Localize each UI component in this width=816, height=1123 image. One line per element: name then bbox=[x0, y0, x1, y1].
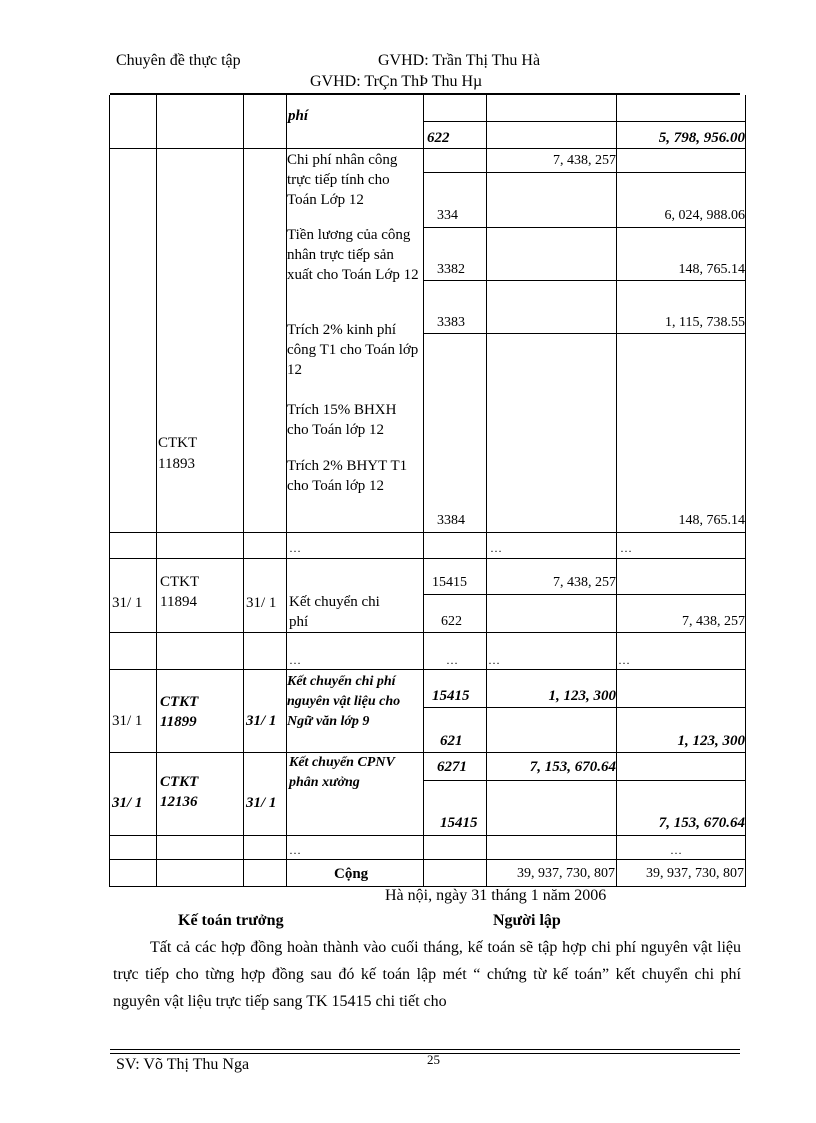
place-date: Hà nội, ngày 31 tháng 1 năm 2006 bbox=[385, 887, 607, 904]
r3-ellipsis-desc: … bbox=[289, 541, 301, 555]
r6-account-1: 15415 bbox=[432, 688, 470, 704]
sign-right: Người lập bbox=[493, 912, 561, 929]
r4-date2: 31/ 1 bbox=[246, 595, 277, 611]
r7-account-1: 6271 bbox=[437, 759, 467, 775]
r4-desc: Kết chuyển chi phí bbox=[289, 594, 380, 630]
r6-debit: 1, 123, 300 bbox=[548, 688, 616, 704]
r5-ellipsis-acc: … bbox=[446, 653, 458, 667]
r3-ellipsis-credit: … bbox=[620, 541, 632, 555]
header-center: GVHD: Trần Thị Thu Hà bbox=[378, 52, 541, 69]
r2-credit-4: 148, 765.14 bbox=[678, 513, 745, 528]
r2-credit-2: 148, 765.14 bbox=[678, 262, 745, 277]
r4-date: 31/ 1 bbox=[112, 595, 143, 611]
r2-credit-1: 6, 024, 988.06 bbox=[664, 208, 745, 223]
r2-desc-2: Tiền lương của công nhân trực tiếp sản xuất cho Toán Lớp 12 bbox=[287, 227, 419, 283]
r1-desc: phí bbox=[288, 108, 309, 124]
r5-ellipsis-desc: … bbox=[289, 653, 301, 667]
r2-desc-3: Trích 2% kinh phí công T1 cho Toán lớp 12 bbox=[287, 322, 419, 378]
r4-doc: CTKT 11894 bbox=[160, 574, 200, 610]
header-line2: GVHD: TrÇn ThÞ Thu Hµ bbox=[310, 73, 483, 90]
total-credit: 39, 937, 730, 807 bbox=[646, 866, 744, 881]
r7-date: 31/ 1 bbox=[112, 795, 143, 811]
body-paragraph: Tất cả các hợp đồng hoàn thành vào cuối tháng, kế toán sẽ tập hợp chi phí nguyên vật liệu trực tiếp cho từng hợp đồng sau đó kế toán lập mét “ chứng từ kế toán” kết chuyển chi phí nguyên vật liệu trực tiếp sang TK 15415 chi tiết cho bbox=[113, 939, 741, 1010]
r7-account-2: 15415 bbox=[440, 815, 478, 831]
r7-date2: 31/ 1 bbox=[246, 795, 277, 811]
page-number: 25 bbox=[427, 1052, 440, 1067]
r2-debit: 7, 438, 257 bbox=[553, 153, 616, 168]
header-left: Chuyên đề thực tập bbox=[116, 52, 241, 69]
r2-account-3: 3383 bbox=[437, 315, 465, 330]
r7-credit: 7, 153, 670.64 bbox=[658, 815, 745, 831]
r4-account-2: 622 bbox=[441, 614, 462, 629]
footer-student: SV: Võ Thị Thu Nga bbox=[116, 1056, 250, 1073]
r2-doc: CTKT 11893 bbox=[158, 435, 198, 472]
r2-account-4: 3384 bbox=[437, 513, 465, 528]
r7-debit: 7, 153, 670.64 bbox=[529, 759, 616, 775]
r8-ellipsis-credit: … bbox=[670, 843, 682, 857]
r6-desc: Kết chuyển chi phí nguyên vật liệu cho Ngữ văn lớp 9 bbox=[287, 674, 401, 729]
r2-desc-4: Trích 15% BHXH cho Toán lớp 12 bbox=[287, 402, 397, 438]
r2-account-1: 334 bbox=[437, 208, 458, 223]
sign-left: Kế toán trưởng bbox=[178, 912, 284, 929]
r1-account: 622 bbox=[427, 130, 450, 146]
header-rule bbox=[110, 93, 740, 95]
total-label: Cộng bbox=[334, 866, 369, 882]
r2-desc-5: Trích 2% BHYT T1 cho Toán lớp 12 bbox=[287, 458, 408, 494]
r1-credit: 5, 798, 956.00 bbox=[658, 130, 745, 146]
r3-ellipsis-debit: … bbox=[490, 541, 502, 555]
footer-rule-bottom bbox=[110, 1053, 740, 1054]
r6-account-2: 621 bbox=[440, 733, 463, 749]
r7-doc: CTKT 12136 bbox=[160, 774, 199, 810]
r5-ellipsis-credit: … bbox=[618, 653, 630, 667]
r6-credit: 1, 123, 300 bbox=[677, 733, 745, 749]
footer-rule-top bbox=[110, 1049, 740, 1050]
r6-doc: CTKT 11899 bbox=[160, 694, 199, 730]
r8-ellipsis-desc: … bbox=[289, 843, 301, 857]
r6-date: 31/ 1 bbox=[112, 713, 143, 729]
r2-account-2: 3382 bbox=[437, 262, 465, 277]
r4-debit: 7, 438, 257 bbox=[553, 575, 616, 590]
r4-credit: 7, 438, 257 bbox=[682, 614, 745, 629]
r6-date2: 31/ 1 bbox=[246, 713, 277, 729]
r2-desc-1: Chi phí nhân công trực tiếp tính cho Toán Lớp 12 bbox=[287, 152, 398, 208]
total-debit: 39, 937, 730, 807 bbox=[517, 866, 615, 881]
r5-ellipsis-debit: … bbox=[488, 653, 500, 667]
r2-credit-3: 1, 115, 738.55 bbox=[665, 315, 745, 330]
r7-desc: Kết chuyển CPNV phân xưởng bbox=[289, 755, 395, 790]
r4-account-1: 15415 bbox=[432, 575, 467, 590]
